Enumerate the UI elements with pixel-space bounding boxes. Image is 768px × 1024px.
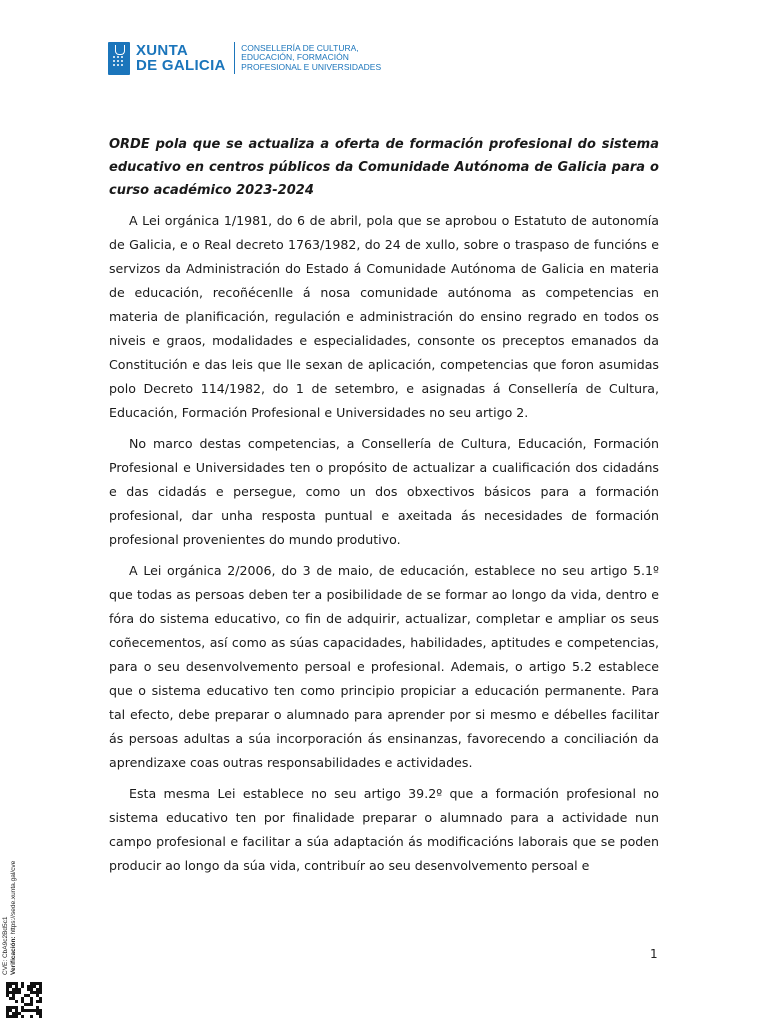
brand-line-2: DE GALICIA <box>136 57 226 74</box>
verification-line <box>10 861 18 975</box>
page-number: 1 <box>650 947 658 961</box>
verification-stamp <box>2 861 18 975</box>
dept-line-3: PROFESIONAL E UNIVERSIDADES <box>241 61 382 72</box>
document-title: ORDE pola que se actualiza a oferta de formación profesional do sistema educativo en centros públicos da Comunidade Autónoma de Galicia para o curso académico 2023-2024 <box>109 137 659 198</box>
qr-code-icon <box>6 982 42 1018</box>
brand-name <box>136 43 226 73</box>
brand-line-1: XUNTA <box>136 42 189 59</box>
dept-line-2: EDUCACIÓN, FORMACIÓN <box>241 52 349 63</box>
header-divider <box>234 42 236 74</box>
dept-line-1: CONSELLERÍA DE CULTURA, <box>241 42 359 53</box>
document-body <box>109 209 659 885</box>
paragraph: Esta mesma Lei establece no seu artigo 39.2º que a formación profesional no sistema educativo ten por finalidade preparar o alumnado para a actividade nun campo profesional e facilitar a súa adaptación ás modificacións laborais que se poden producir ao longo da súa vida, contribuír ao seu desenvolvemento persoal e <box>109 786 659 873</box>
verification-url[interactable]: https://sede.xunta.gal/cve <box>10 860 17 935</box>
paragraph: A Lei orgánica 2/2006, do 3 de maio, de educación, establece no seu artigo 5.1º que todas as persoas deben ter a posibilidade de se formar ao longo da vida, dentro e fóra do sistema educativo, co fin de adquirir, actualizar, completar e ampliar os seus coñecementos, así como as súas capacidades, habilidades, aptitudes e competencias, para o seu desenvolvemento persoal e profesional. Ademais, o artigo 5.2 establece que o sistema educativo ten como principio propiciar a educación permanente. Para tal efecto, debe preparar o alumnado para aprender por si mesmo e débelles facilitar ás persoas adultas a súa incorporación ás ensinanzas, favorecendo a conciliación da aprendizaxe coas outras responsabilidades e actividades. <box>109 563 659 770</box>
paragraph: A Lei orgánica 1/1981, do 6 de abril, pola que se aprobou o Estatuto de autonomía de Galicia, e o Real decreto 1763/1982, do 24 de xullo, sobre o traspaso de funcións e servizos da Administración do Estado á Comunidade Autónoma de Galicia en materia de educación, recoñécenlle á nosa comunidade autónoma as competencias en materia de planificación, regulación e administración do ensino regrado en todos os niveis e graos, modalidades e especialidades, consonte os preceptos emanados da Constitución e das leis que lle sexan de aplicación, competencias que foron asumidas polo Decreto 114/1982, do 1 de setembro, e asignadas á Consellería de Cultura, Educación, Formación Profesional e Universidades no seu artigo 2. <box>109 213 659 420</box>
qr-module <box>39 1015 42 1018</box>
cve-code: CVE: CbA9c2Bd5c1 <box>2 916 9 975</box>
document-header <box>108 40 381 76</box>
department-name <box>241 44 381 73</box>
verification-label: Verificación: <box>10 936 17 975</box>
xunta-crest-icon <box>108 42 130 75</box>
paragraph: No marco destas competencias, a Consellería de Cultura, Educación, Formación Profesional e Universidades ten o propósito de actualizar a cualificación dos cidadáns e das cidadás e persegue, como un dos obxectivos básicos para a formación profesional, dar unha resposta puntual e axeitada ás necesidades de formación profesional provenientes do mundo produtivo. <box>109 436 659 547</box>
